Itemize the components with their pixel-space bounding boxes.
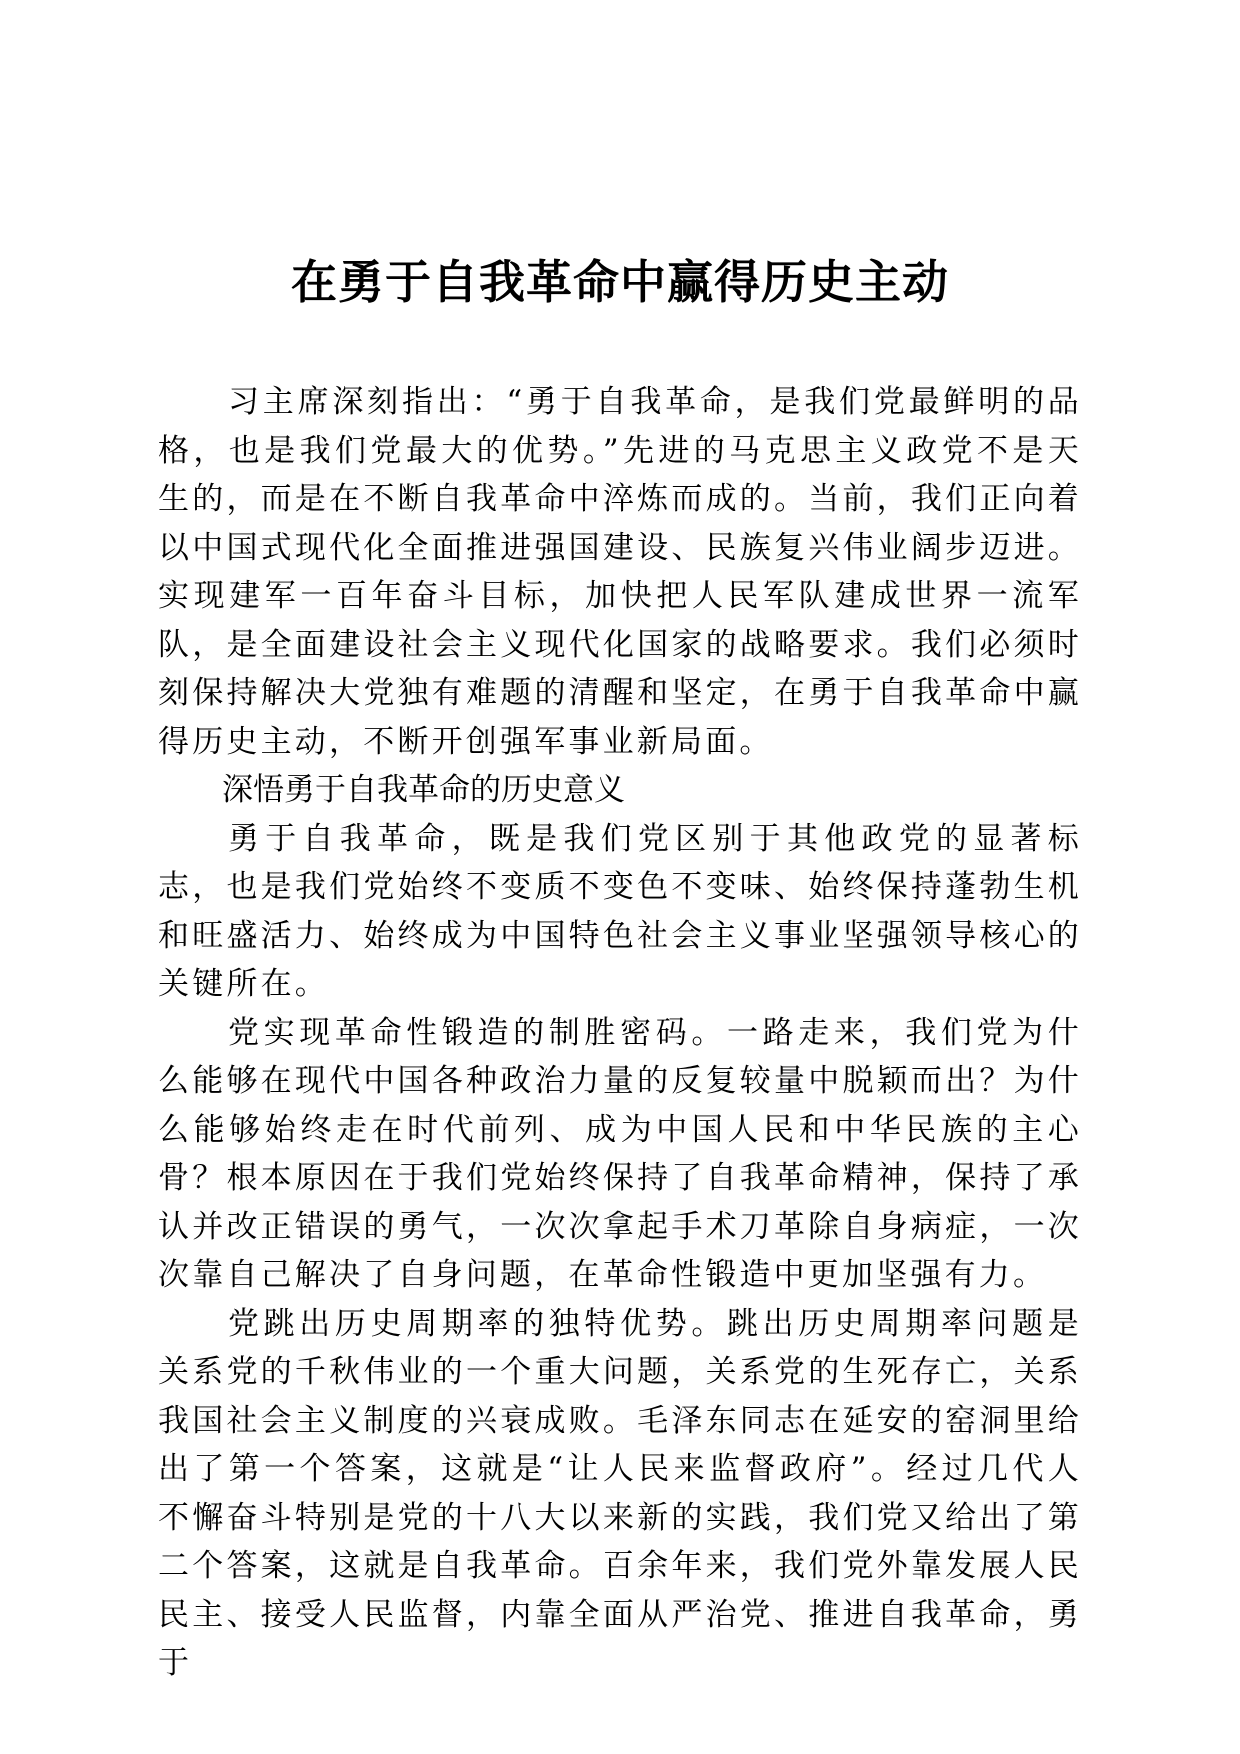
intro-paragraph: 习主席深刻指出：“勇于自我革命，是我们党最鲜明的品格，也是我们党最大的优势。”先进的马克思主义政党不是天生的，而是在不断自我革命中淬炼而成的。当前，我们正向着以中国式现代化全面推进强国建设、民族复兴伟业阔步迈进。实现建军一百年奋斗目标，加快把人民军队建成世界一流军队，是全面建设社会主义现代化国家的战略要求。我们必须时刻保持解决大党独有难题的清醒和坚定，在勇于自我革命中赢得历史主动，不断开创强军事业新局面。 <box>158 384 1082 760</box>
section-paragraph: 党实现革命性锻造的制胜密码。一路走来，我们党为什么能够在现代中国各种政治力量的反复较量中脱颖而出？为什么能够始终走在时代前列、成为中国人民和中华民族的主心骨？根本原因在于我们党始终保持了自我革命精神，保持了承认并改正错误的勇气，一次次拿起手术刀革除自身病症，一次次靠自己解决了自身问题，在革命性锻造中更加坚强有力。 <box>158 1014 1082 1293</box>
document-body <box>158 378 1082 1688</box>
section-heading: 深悟勇于自我革命的历史意义 <box>222 772 625 808</box>
document-title: 在勇于自我革命中赢得历史主动 <box>291 255 949 309</box>
section-paragraph: 勇于自我革命，既是我们党区别于其他政党的显著标志，也是我们党始终不变质不变色不变味、始终保持蓬勃生机和旺盛活力、始终成为中国特色社会主义事业坚强领导核心的关键所在。 <box>158 820 1082 1002</box>
section-paragraph: 党跳出历史周期率的独特优势。跳出历史周期率问题是关系党的千秋伟业的一个重大问题，关系党的生死存亡，关系我国社会主义制度的兴衰成败。毛泽东同志在延安的窑洞里给出了第一个答案，这就是“让人民来监督政府”。经过几代人不懈奋斗特别是党的十八大以来新的实践，我们党又给出了第二个答案，这就是自我革命。百余年来，我们党外靠发展人民民主、接受人民监督，内靠全面从严治党、推进自我革命，勇于 <box>158 1305 1082 1681</box>
